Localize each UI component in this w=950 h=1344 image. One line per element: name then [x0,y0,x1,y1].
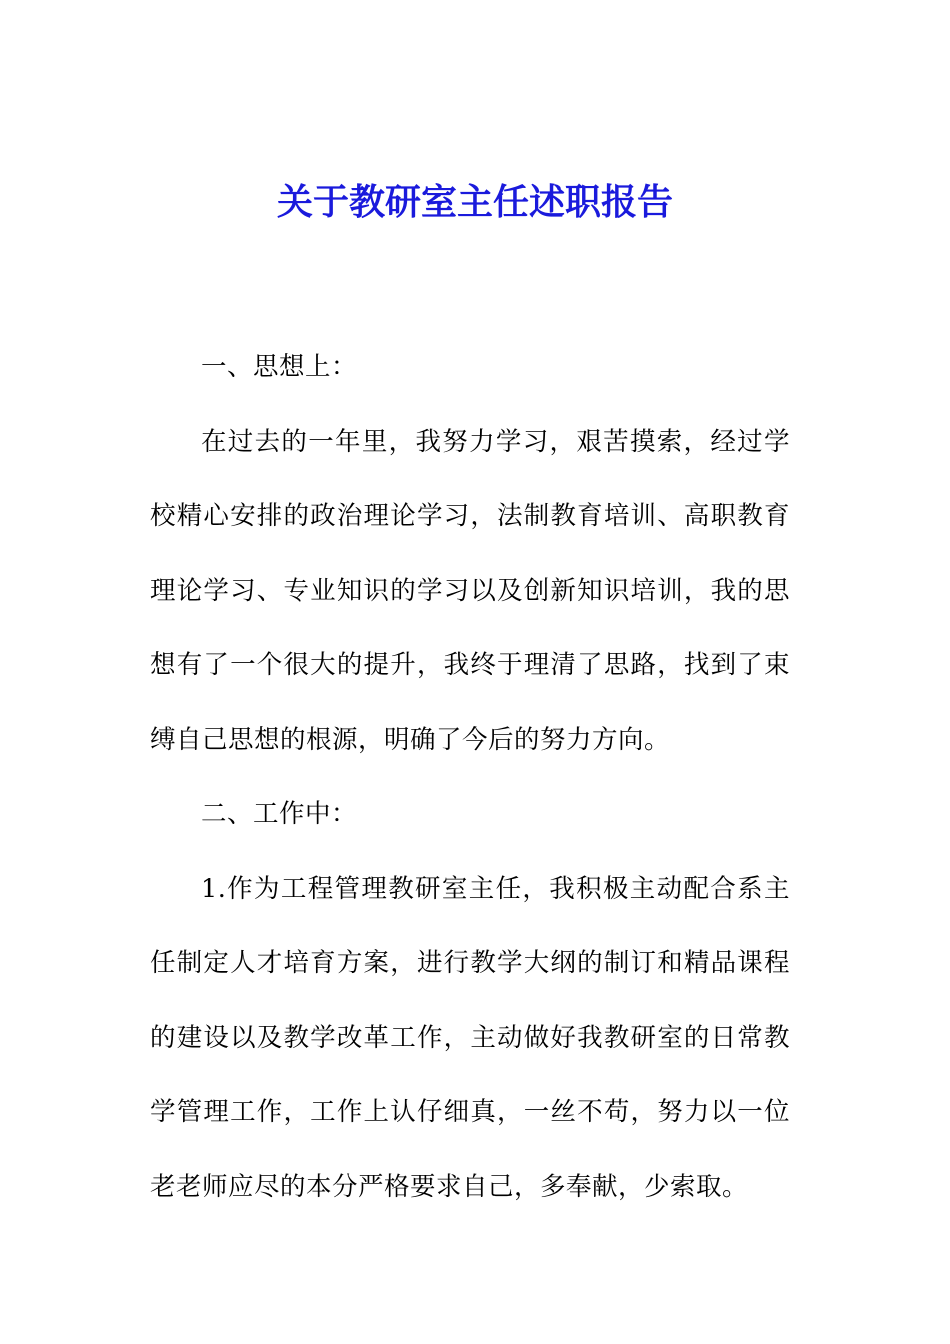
document-title: 关于教研室主任述职报告 [276,181,673,223]
section-heading-thought: 一、思想上： [201,352,358,382]
document-body [150,330,790,1224]
paragraph-thought: 在过去的一年里，我努力学习，艰苦摸索，经过学校精心安排的政治理论学习，法制教育培训、高职教育理论学习、专业知识的学习以及创新知识培训，我的思想有了一个很大的提升，我终于理清了思路，找到了束缚自己思想的根源，明确了今后的努力方向。 [150,426,790,755]
section-heading-work: 二、工作中： [201,799,358,829]
paragraph-work-1: 1.作为工程管理教研室主任，我积极主动配合系主任制定人才培育方案，进行教学大纲的制订和精品课程的建设以及教学改革工作，主动做好我教研室的日常教学管理工作，工作上认仔细真，一丝不苟，努力以一位老老师应尽的本分严格要求自己，多奉献，少索取。 [150,873,790,1202]
